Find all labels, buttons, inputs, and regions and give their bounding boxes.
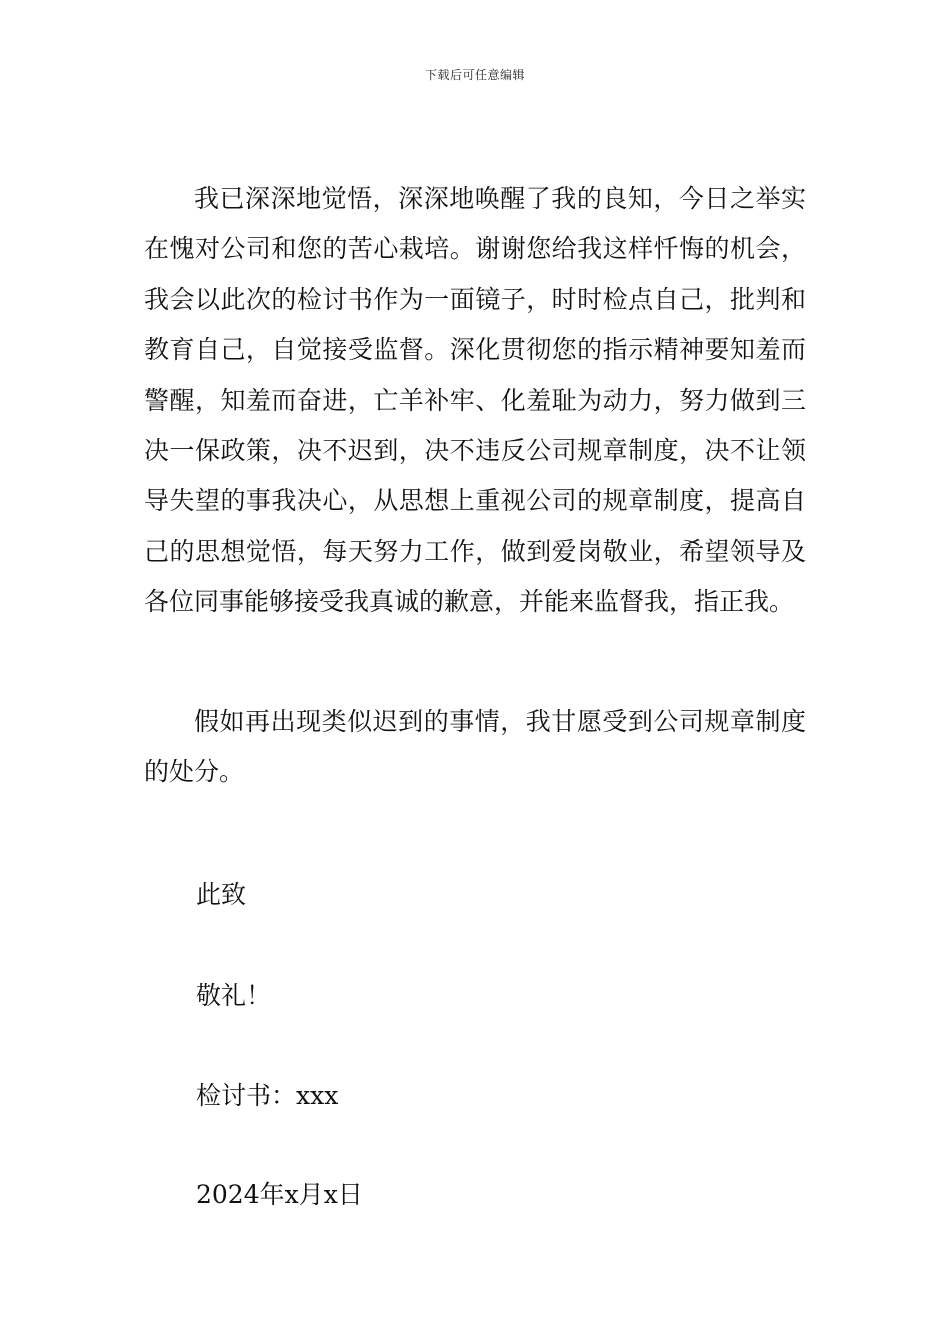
date-line: 2024年x月x日: [196, 1180, 363, 1209]
signature-line: 检讨书：xxx: [196, 1081, 339, 1110]
page-header-note: 下载后可任意编辑: [424, 68, 525, 82]
closing-salutation: 此致: [196, 880, 247, 909]
body-paragraph-1: 我已深深地觉悟，深深地唤醒了我的良知，今日之举实在愧对公司和您的苦心栽培。谢谢您给我这样忏悔的机会，我会以此次的检讨书作为一面镜子，时时检点自己，批判和教育自己，自觉接受监督。深化贯彻您的指示精神要知羞而警醒，知羞而奋进，亡羊补牢、化羞耻为动力，努力做到三决一保政策，决不迟到，决不违反公司规章制度，决不让领导失望的事我决心，从思想上重视公司的规章制度，提高自己的思想觉悟，每天努力工作，做到爱岗敬业，希望领导及各位同事能够接受我真诚的歉意，并能来监督我，指正我。: [144, 184, 806, 617]
body-paragraph-2: 假如再出现类似迟到的事情，我甘愿受到公司规章制度的处分。: [144, 707, 806, 787]
closing-regards: 敬礼！: [196, 981, 272, 1010]
